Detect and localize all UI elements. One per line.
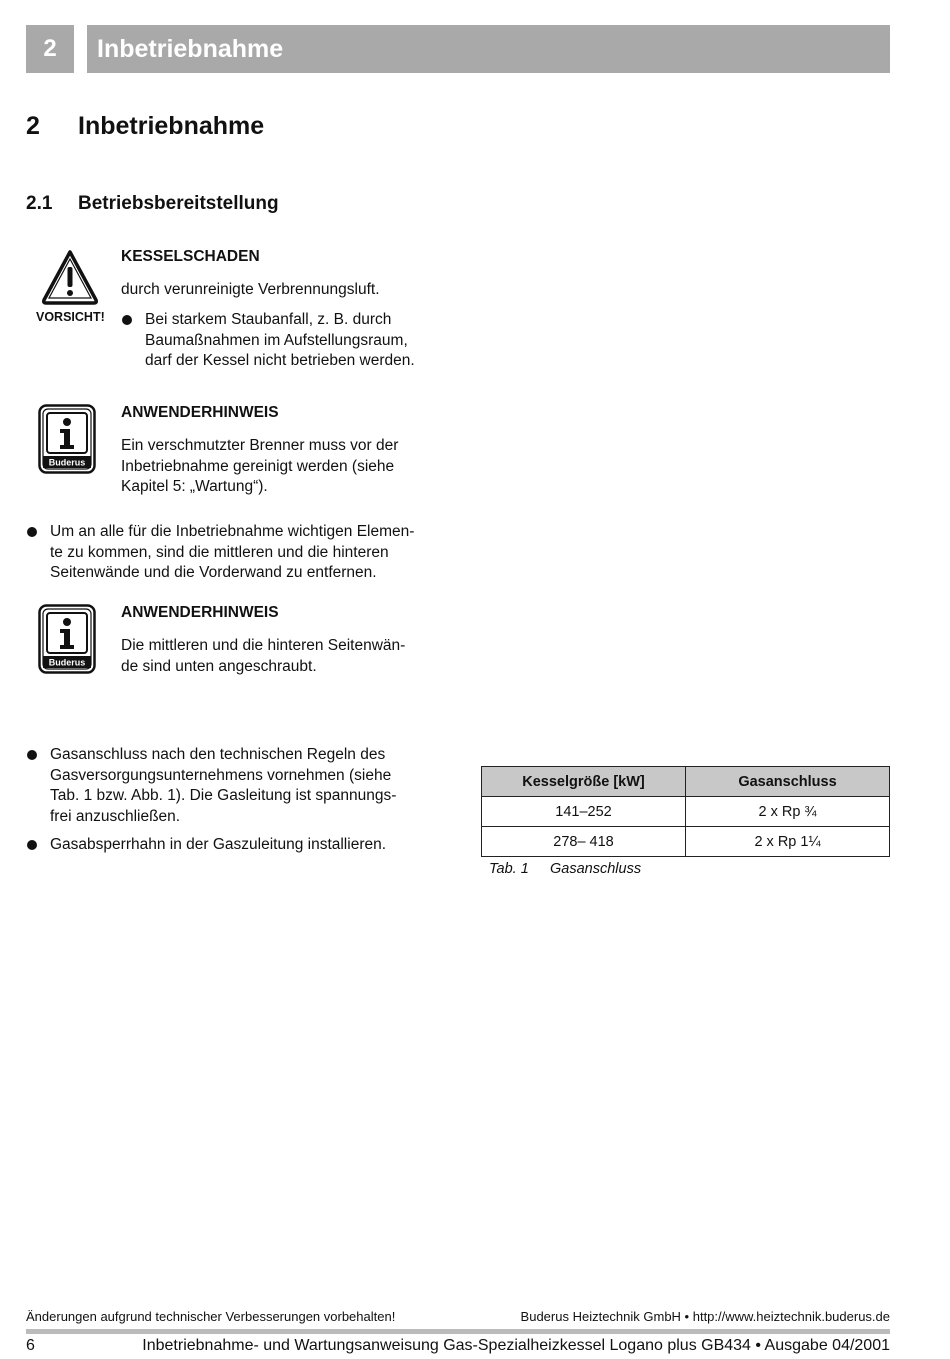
footer-disclaimer: Änderungen aufgrund technischer Verbesserungen vorbehalten! — [26, 1309, 396, 1324]
text-line: Bei starkem Staubanfall, z. B. durch — [145, 311, 392, 328]
bullet-dot — [122, 315, 132, 325]
note-title: ANWENDERHINWEIS — [121, 604, 279, 621]
text-line: Seitenwände und die Vorderwand zu entfernen. — [50, 564, 377, 581]
bullet-dot — [27, 750, 37, 760]
bullet-dot — [27, 840, 37, 850]
table-row — [482, 797, 890, 827]
instruction-bullet — [50, 522, 414, 584]
text-line: Inbetriebnahme gereinigt werden (siehe — [121, 457, 395, 475]
table-cell: 141–252 — [482, 797, 686, 827]
table-cell: 278– 418 — [482, 827, 686, 857]
note-text — [121, 436, 398, 498]
text-line: Baumaßnahmen im Aufstellungsraum, — [145, 331, 408, 349]
text-line: Die mittleren und die hinteren Seitenwän- — [121, 637, 406, 654]
caption-label: Tab. 1 — [489, 861, 529, 877]
text-line: Tab. 1 bzw. Abb. 1). Die Gasleitung ist spannungs- — [50, 787, 397, 804]
caption-text: Gasanschluss — [550, 861, 642, 877]
text-line: te zu kommen, sind die mittleren und die hinteren — [50, 543, 389, 561]
instruction-bullet — [50, 745, 396, 827]
table-cell: 2 x Rp ¾ — [686, 797, 890, 827]
caution-label: VORSICHT! — [36, 310, 105, 324]
warning-text: durch verunreinigte Verbrennungsluft. — [121, 281, 380, 298]
instruction-bullet — [50, 835, 386, 856]
buderus-info-icon — [38, 604, 96, 674]
warning-title: KESSELSCHADEN — [121, 248, 260, 265]
text-line: frei anzuschließen. — [50, 807, 181, 825]
section-number: 2 — [26, 112, 40, 140]
section-heading — [26, 112, 264, 141]
footer-company: Buderus Heiztechnik GmbH • http://www.heiztechnik.buderus.de — [520, 1309, 890, 1324]
text-line: Gasabsperrhahn in der Gaszuleitung installieren. — [50, 836, 387, 853]
bullet-dot — [27, 527, 37, 537]
section-title: Inbetriebnahme — [78, 112, 265, 140]
chapter-title-bar: Inbetriebnahme — [87, 25, 890, 73]
warning-triangle-icon — [40, 248, 100, 306]
note-title: ANWENDERHINWEIS — [121, 404, 279, 421]
subsection-heading — [26, 193, 279, 215]
column-header: Gasanschluss — [686, 767, 890, 797]
subsection-title: Betriebsbereitstellung — [78, 193, 279, 214]
table-row — [482, 827, 890, 857]
buderus-info-icon — [38, 404, 96, 474]
text-line: Um an alle für die Inbetriebnahme wichtigen Elemen- — [50, 523, 415, 540]
chapter-number-badge: 2 — [26, 25, 74, 73]
table-header-row — [482, 767, 890, 797]
text-line: Kapitel 5: „Wartung“). — [121, 478, 268, 495]
table-caption — [489, 861, 641, 877]
text-line: Gasanschluss nach den technischen Regeln des — [50, 746, 386, 763]
note-text — [121, 636, 405, 677]
text-line: Gasversorgungsunternehmens vornehmen (siehe — [50, 766, 392, 784]
svg-text:Buderus: Buderus — [48, 657, 86, 668]
warning-bullet — [145, 310, 415, 372]
table-cell: 2 x Rp 1¼ — [686, 827, 890, 857]
text-line: darf der Kessel nicht betrieben werden. — [145, 352, 415, 369]
footer-divider — [26, 1329, 890, 1334]
text-line: de sind unten angeschraubt. — [121, 657, 317, 675]
footer-document-title: Inbetriebnahme- und Wartungsanweisung Gas-Spezialheizkessel Logano plus GB434 • Ausgabe 04/2001 — [142, 1337, 890, 1354]
column-header: Kesselgröße [kW] — [482, 767, 686, 797]
page-number: 6 — [26, 1337, 35, 1354]
gas-connection-table — [481, 766, 890, 857]
svg-text:Buderus: Buderus — [48, 457, 86, 468]
text-line: Ein verschmutzter Brenner muss vor der — [121, 437, 399, 454]
subsection-number: 2.1 — [26, 193, 53, 214]
